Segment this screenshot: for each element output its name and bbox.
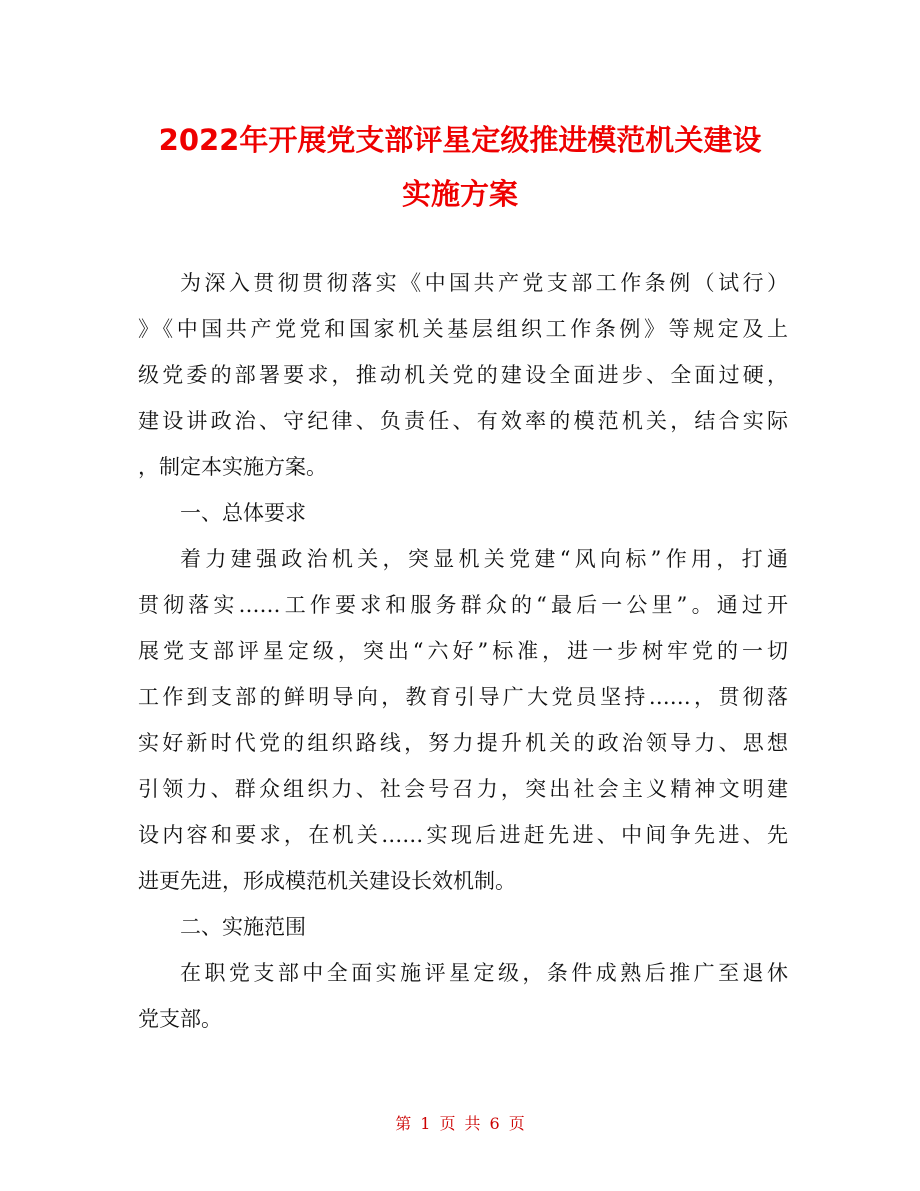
page-total: 6 xyxy=(489,1114,500,1133)
body-line: 建设讲政治、守纪律、负责任、有效率的模范机关，结合实际 xyxy=(138,409,788,433)
body-line: 为深入贯彻贯彻落实《中国共产党支部工作条例（试行） xyxy=(180,271,788,295)
body-line: ，制定本实施方案。 xyxy=(138,455,327,479)
document-body xyxy=(138,260,788,1042)
body-line: 工作到支部的鲜明导向，教育引导广大党员坚持……，贯彻落 xyxy=(138,685,788,709)
page-footer xyxy=(0,1114,920,1134)
section-heading-1: 一、总体要求 xyxy=(180,501,306,525)
body-line: 贯彻落实……工作要求和服务群众的“最后一公里”。通过开 xyxy=(138,593,788,617)
body-line: 》《中国共产党党和国家机关基层组织工作条例》等规定及上 xyxy=(138,317,788,341)
section-heading-2: 二、实施范围 xyxy=(180,915,306,939)
document-title-line-1: 2022年开展党支部评星定级推进模范机关建设 xyxy=(158,123,762,157)
body-line: 实好新时代党的组织路线，努力提升机关的政治领导力、思想 xyxy=(138,731,788,755)
page-current: 1 xyxy=(420,1114,431,1133)
total-unit: 页 xyxy=(508,1114,525,1133)
body-line: 着力建强政治机关，突显机关党建“风向标”作用，打通 xyxy=(180,547,788,571)
body-line: 引领力、群众组织力、社会号召力，突出社会主义精神文明建 xyxy=(138,777,788,801)
body-line: 进更先进，形成模范机关建设长效机制。 xyxy=(138,869,516,893)
page-unit: 页 xyxy=(439,1114,456,1133)
body-line: 展党支部评星定级，突出“六好”标准，进一步树牢党的一切 xyxy=(138,639,788,663)
body-line: 设内容和要求，在机关……实现后进赶先进、中间争先进、先 xyxy=(138,823,788,847)
body-line: 级党委的部署要求，推动机关党的建设全面进步、全面过硬， xyxy=(138,363,788,387)
document-title-line-2: 实施方案 xyxy=(401,177,518,211)
body-line: 党支部。 xyxy=(138,1007,222,1031)
page-prefix: 第 xyxy=(395,1114,412,1133)
body-line: 在职党支部中全面实施评星定级，条件成熟后推广至退休 xyxy=(180,961,788,985)
total-prefix: 共 xyxy=(464,1114,481,1133)
